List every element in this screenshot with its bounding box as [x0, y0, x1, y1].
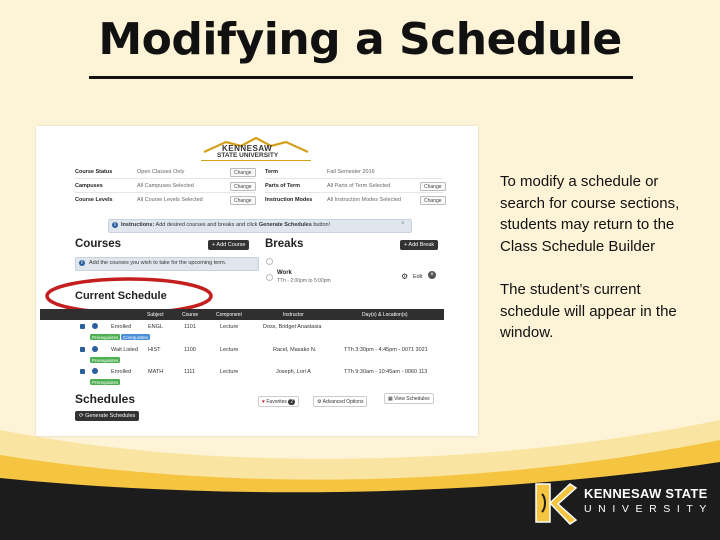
- favorites-button[interactable]: [258, 396, 299, 407]
- term-value: Fall Semester 2016: [327, 169, 375, 175]
- info-icon: i: [112, 222, 118, 228]
- break-time: TTh - 2:00pm to 5:00pm: [277, 278, 331, 284]
- info-icon[interactable]: [92, 346, 98, 352]
- info-icon: i: [79, 260, 85, 266]
- generate-schedules-button[interactable]: [75, 411, 139, 421]
- row-checkbox[interactable]: [80, 369, 85, 374]
- course-status-change-button[interactable]: Change: [230, 168, 256, 177]
- logo-underline: [201, 160, 311, 161]
- advanced-options-button[interactable]: [313, 396, 367, 407]
- col-header-course: Course: [182, 312, 199, 318]
- row-status: Wait Listed: [111, 347, 139, 353]
- edit-link[interactable]: Edit: [413, 274, 423, 280]
- row-status: Enrolled: [111, 369, 132, 375]
- view-schedules-label: View Schedules: [394, 395, 430, 402]
- schedules-heading: Schedules: [75, 392, 136, 406]
- row-component: Lecture: [220, 369, 239, 375]
- slide-title: Modifying a Schedule: [98, 14, 622, 65]
- body-paragraph-1: To modify a schedule or search for course sections, students may return to the Class Schedule Builder: [500, 173, 680, 255]
- parts-of-term-label: Parts of Term: [265, 183, 301, 189]
- breaks-heading: Breaks: [265, 238, 304, 250]
- col-header-days: Day(s) & Location(s): [362, 312, 408, 318]
- add-course-button[interactable]: + Add Course: [208, 240, 249, 250]
- course-status-value: Open Classes Only: [137, 169, 185, 175]
- calendar-icon: ▦: [388, 395, 393, 402]
- course-levels-label: Course Levels: [75, 197, 113, 203]
- row-subject: HIST: [148, 347, 161, 353]
- ksu-logo-line1: KENNESAW: [222, 144, 273, 153]
- courses-hint-text: Add the courses you wish to take for the upcoming term.: [89, 260, 227, 266]
- current-schedule-heading: Current Schedule: [75, 290, 167, 302]
- info-icon[interactable]: [92, 368, 98, 374]
- courses-heading: Courses: [75, 238, 122, 250]
- instruction-modes-label: Instruction Modes: [265, 197, 313, 203]
- course-status-label: Course Status: [75, 169, 113, 175]
- instruction-modes-change-button[interactable]: Change: [420, 196, 446, 205]
- ksu-footer-logo-icon: [532, 480, 578, 526]
- add-break-button[interactable]: + Add Break: [400, 240, 438, 250]
- row-course: 1111: [184, 369, 196, 375]
- row-subject: ENGL: [148, 324, 163, 330]
- prerequisites-tag[interactable]: Prerequisites: [92, 334, 119, 340]
- row-instructor: Joseph, Lori A: [276, 369, 311, 375]
- gear-icon: ⚙: [317, 398, 322, 405]
- row-course: 1100: [184, 347, 196, 353]
- term-label: Term: [265, 169, 279, 175]
- info-icon[interactable]: [92, 323, 98, 329]
- footer-logo-line1: KENNESAW STATE: [584, 486, 708, 501]
- close-icon[interactable]: ×: [401, 221, 405, 227]
- view-schedules-button[interactable]: [384, 393, 434, 404]
- row-days: TTh 9:30am - 10:45am - 0060 113: [344, 369, 428, 375]
- prerequisites-tag[interactable]: Prerequisites: [92, 379, 119, 385]
- remove-break-icon[interactable]: ×: [428, 271, 436, 279]
- favorites-label: Favorites: [266, 398, 287, 405]
- corequisites-tag[interactable]: Corequisites: [123, 334, 149, 340]
- campuses-change-button[interactable]: Change: [230, 182, 256, 191]
- row-instructor: Racel, Masako N.: [273, 347, 317, 353]
- generate-schedules-label: Generate Schedules: [85, 413, 136, 419]
- instructions-text: Instructions: Add desired courses and breaks and click Generate Schedules button!: [121, 222, 331, 228]
- col-header-instructor: Instructor: [283, 312, 304, 318]
- campuses-value: All Campuses Selected: [137, 183, 194, 189]
- favorites-count-badge: 2: [290, 398, 294, 405]
- row-status: Enrolled: [111, 324, 132, 330]
- ksu-logo-line2: STATE UNIVERSITY: [217, 152, 279, 159]
- divider: [75, 192, 255, 193]
- parts-of-term-change-button[interactable]: Change: [420, 182, 446, 191]
- divider: [75, 178, 255, 179]
- body-paragraph-2: The student’s current schedule will appear in the window.: [500, 281, 677, 341]
- divider: [265, 178, 443, 179]
- parts-of-term-value: All Parts of Term Selected: [327, 183, 391, 189]
- row-days: TTh 3:30pm - 4:45pm - 0071 3021: [344, 347, 428, 353]
- gear-icon[interactable]: ⚙: [401, 272, 409, 281]
- break-name: Work: [277, 270, 292, 276]
- advanced-options-label: Advanced Options: [322, 398, 364, 405]
- row-checkbox[interactable]: [80, 347, 85, 352]
- instruction-modes-value: All Instruction Modes Selected: [327, 197, 401, 203]
- row-instructor: Doss, Bridget Anastasia: [263, 324, 322, 330]
- row-subject: MATH: [148, 369, 164, 375]
- campuses-label: Campuses: [75, 183, 103, 189]
- break-radio[interactable]: [266, 258, 273, 265]
- title-underline: [89, 76, 633, 79]
- heart-icon: ♥: [262, 398, 265, 405]
- divider: [265, 192, 443, 193]
- col-header-subject: Subject: [147, 312, 164, 318]
- prerequisites-tag[interactable]: Prerequisites: [92, 357, 119, 363]
- break-checkbox[interactable]: [266, 274, 273, 281]
- course-levels-value: All Course Levels Selected: [137, 197, 203, 203]
- row-course: 1101: [184, 324, 196, 330]
- col-header-component: Component: [216, 312, 242, 318]
- footer-logo-line2: UNIVERSITY: [584, 503, 714, 515]
- row-component: Lecture: [220, 347, 239, 353]
- course-levels-change-button[interactable]: Change: [230, 196, 256, 205]
- refresh-icon: ⟳: [79, 413, 84, 419]
- row-component: Lecture: [220, 324, 239, 330]
- row-checkbox[interactable]: [80, 324, 85, 329]
